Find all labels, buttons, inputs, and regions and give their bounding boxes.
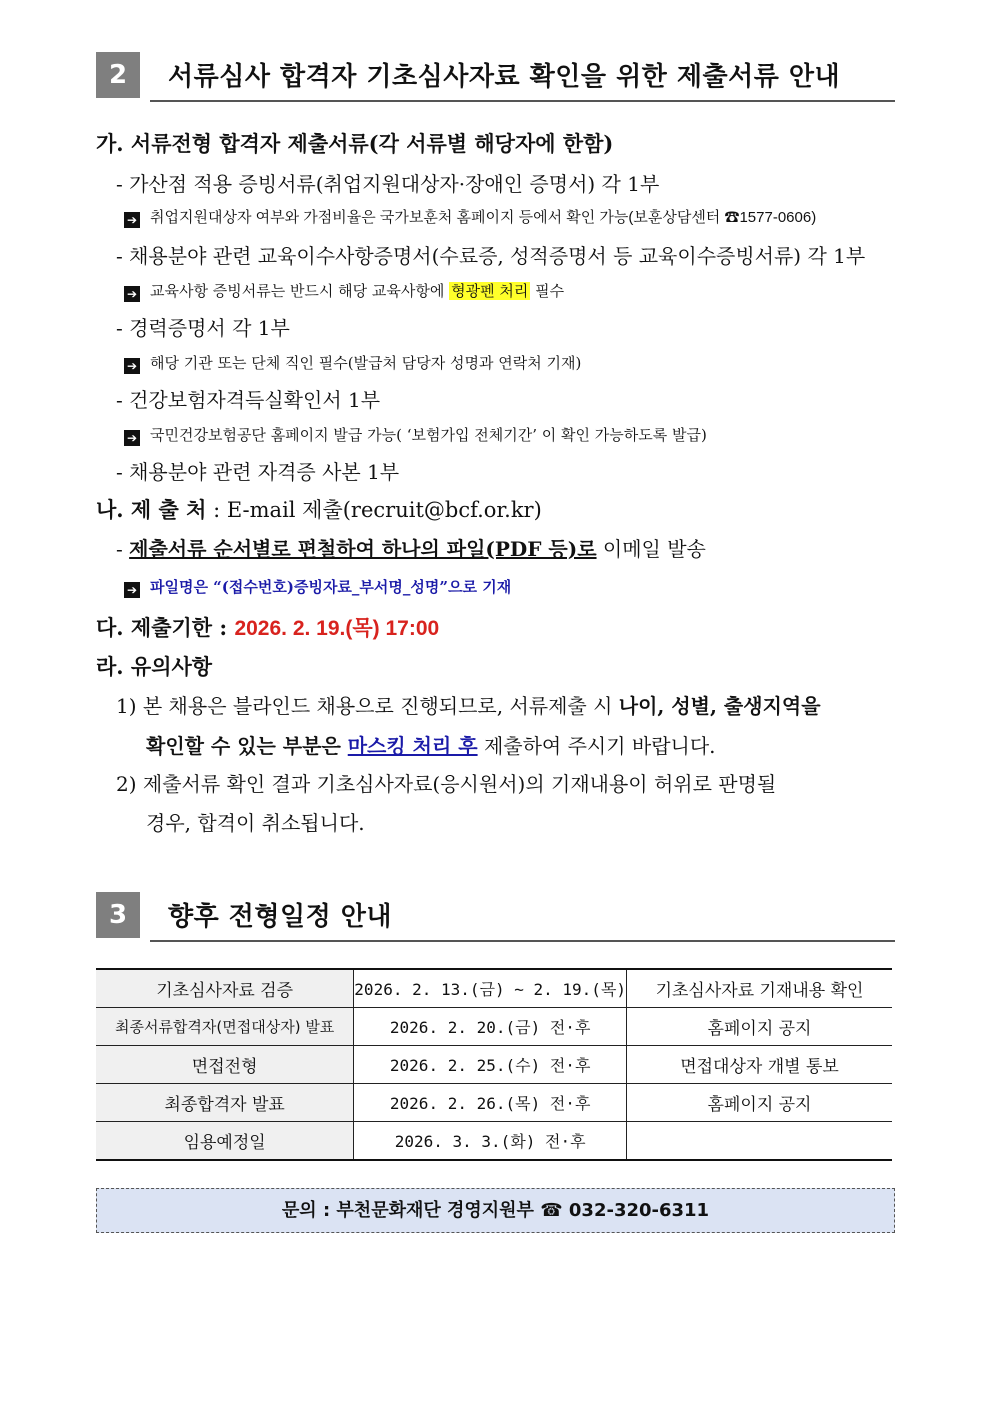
- stage-cell: 임용예정일: [96, 1122, 354, 1161]
- date-cell: 2026. 2. 20.(금) 전·후: [354, 1008, 627, 1046]
- ra-para-2b: 경우, 합격이 취소됩니다.: [146, 811, 365, 835]
- stage-cell: 면접전형: [96, 1046, 354, 1084]
- note-cell: 면접대상자 개별 통보: [627, 1046, 892, 1084]
- ga-note-2: ➔ 교육사항 증빙서류는 반드시 해당 교육사항에 형광펜 처리 필수: [124, 280, 564, 302]
- table-row: [96, 1008, 892, 1046]
- table-row: [96, 1046, 892, 1084]
- na-item-bold: 제출서류 순서별로 편철하여 하나의 파일(PDF 등)로: [129, 537, 597, 561]
- section-rule: [150, 940, 895, 942]
- section-number: 2: [96, 52, 140, 98]
- note-cell: [627, 1122, 892, 1161]
- da-heading: 다. 제출기한: [96, 615, 213, 640]
- ga-item-4: - 건강보험자격득실확인서 1부: [116, 388, 381, 412]
- na-item: - 제출서류 순서별로 편철하여 하나의 파일(PDF 등)로 이메일 발송: [116, 537, 706, 561]
- contact-box: 문의 : 부천문화재단 경영지원부 ☎ 032-320-6311: [96, 1188, 895, 1233]
- arrow-icon: ➔: [124, 358, 140, 374]
- masking-text: 마스킹 처리 후: [347, 734, 478, 758]
- date-cell: 2026. 3. 3.(화) 전·후: [354, 1122, 627, 1161]
- ra-heading: 라. 유의사항: [96, 654, 213, 679]
- table-row: [96, 969, 892, 1008]
- stage-cell: 기초심사자료 검증: [96, 969, 354, 1008]
- ga-note-4: ➔ 국민건강보험공단 홈페이지 발급 가능( ‘보험가입 전체기간’ 이 확인 가능하도록 발급): [124, 424, 707, 446]
- section-rule: [150, 100, 895, 102]
- arrow-icon: ➔: [124, 212, 140, 228]
- section-2-header: [96, 52, 895, 98]
- note-cell: 기초심사자료 기재내용 확인: [627, 969, 892, 1008]
- ra-para-2a: 2) 제출서류 확인 결과 기초심사자료(응시원서)의 기재내용이 허위로 판명될: [116, 772, 777, 796]
- date-cell: 2026. 2. 13.(금) ~ 2. 19.(목): [354, 969, 627, 1008]
- section-title: 향후 전형일정 안내: [168, 902, 393, 932]
- deadline: 2026. 2. 19.(목) 17:00: [234, 617, 440, 640]
- ga-item-2: - 채용분야 관련 교육이수사항증명서(수료증, 성적증명서 등 교육이수증빙서류) 각 1부: [116, 244, 866, 268]
- na-value: : E-mail 제출(recruit@bcf.or.kr): [206, 498, 542, 522]
- note-cell: 홈페이지 공지: [627, 1008, 892, 1046]
- arrow-icon: ➔: [124, 582, 140, 598]
- note-cell: 홈페이지 공지: [627, 1084, 892, 1122]
- ra-para-1b: 확인할 수 있는 부분은 마스킹 처리 후 제출하여 주시기 바랍니다.: [146, 734, 716, 758]
- arrow-icon: ➔: [124, 286, 140, 302]
- arrow-icon: ➔: [124, 430, 140, 446]
- ra-para-1a: 1) 본 채용은 블라인드 채용으로 진행되므로, 서류제출 시 나이, 성별, 출생지역을: [116, 694, 821, 718]
- table-row: [96, 1084, 892, 1122]
- stage-cell: 최종서류합격자(면접대상자) 발표: [96, 1008, 354, 1046]
- schedule-table: [96, 968, 892, 1161]
- ga-item-5: - 채용분야 관련 자격증 사본 1부: [116, 460, 400, 484]
- date-cell: 2026. 2. 25.(수) 전·후: [354, 1046, 627, 1084]
- na-line: [96, 494, 542, 524]
- ga-item-1: - 가산점 적용 증빙서류(취업지원대상자·장애인 증명서) 각 1부: [116, 172, 660, 196]
- stage-cell: 최종합격자 발표: [96, 1084, 354, 1122]
- ga-item-3: - 경력증명서 각 1부: [116, 316, 290, 340]
- section-3-header: [96, 892, 895, 938]
- na-heading: 나. 제 출 처: [96, 497, 207, 522]
- ga-note-3: ➔ 해당 기관 또는 단체 직인 필수(발급처 담당자 성명과 연락처 기재): [124, 352, 581, 374]
- table-row: [96, 1122, 892, 1161]
- date-cell: 2026. 2. 26.(목) 전·후: [354, 1084, 627, 1122]
- ga-heading: 가. 서류전형 합격자 제출서류(각 서류별 해당자에 한함): [96, 131, 614, 156]
- ga-note-1: ➔ 취업지원대상자 여부와 가점비율은 국가보훈처 홈페이지 등에서 확인 가능(보훈상담센터 ☎1577-0606): [124, 206, 816, 228]
- highlight-text: 형광펜 처리: [451, 282, 529, 300]
- da-line: 다. 제출기한 : 2026. 2. 19.(목) 17:00: [96, 615, 440, 640]
- section-title: 서류심사 합격자 기초심사자료 확인을 위한 제출서류 안내: [168, 62, 841, 92]
- na-note: ➔ 파일명은 “(접수번호)증빙자료_부서명_성명”으로 기재: [124, 576, 511, 598]
- section-number: 3: [96, 892, 140, 938]
